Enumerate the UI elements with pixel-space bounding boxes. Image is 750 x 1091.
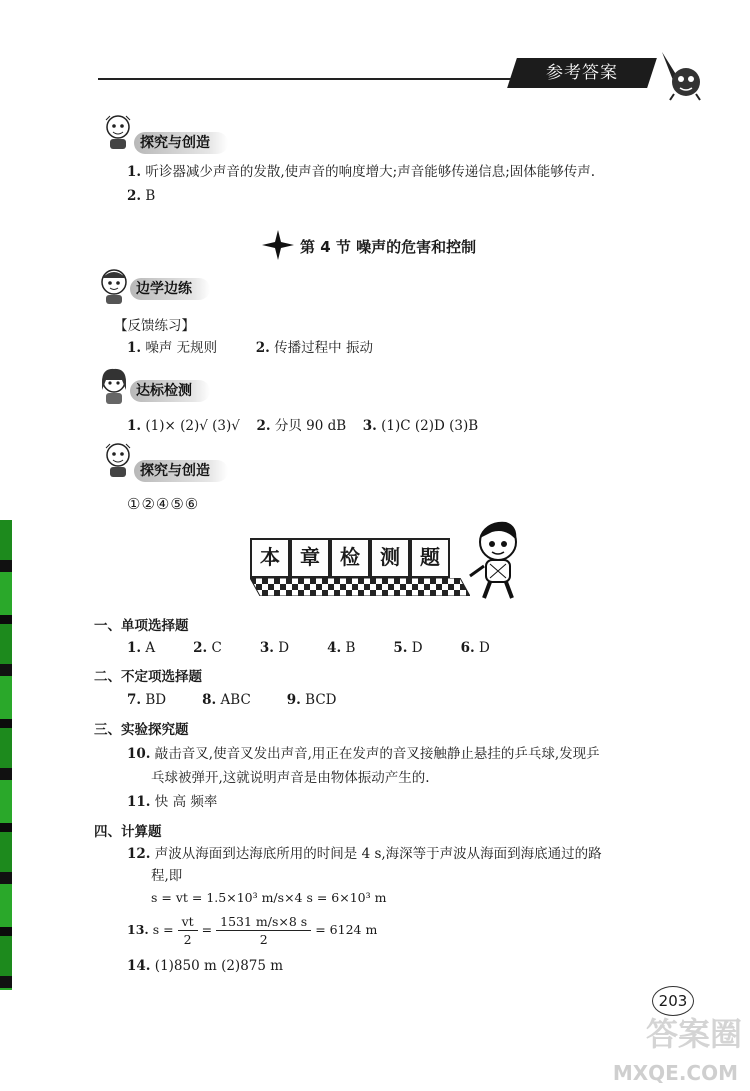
watermark-url: MXQE.COM — [612, 1061, 738, 1085]
binding-edge-decoration — [0, 520, 12, 990]
q-text: 敲击音叉,使音叉发出声音,用正在发声的音叉接触静止悬挂的乒乓球,发现乒 — [154, 746, 600, 762]
q-num: 1. — [127, 640, 142, 656]
answer-num: 1. — [127, 418, 142, 434]
watermark-logo: 答案圈 — [645, 1015, 742, 1053]
answer-text: 分贝 90 dB — [274, 418, 347, 434]
frac-bottom: 2 — [259, 932, 268, 947]
banner-char: 题 — [410, 538, 450, 578]
part2-answers — [127, 690, 337, 710]
pencil-mascot-icon — [652, 44, 706, 102]
q-num: 9. — [286, 692, 301, 708]
answer-text: (1)C (2)D (3)B — [381, 418, 479, 434]
q-num: 14. — [127, 958, 151, 974]
answer-num: 2. — [127, 188, 142, 204]
q-num: 8. — [202, 692, 217, 708]
checkered-ribbon — [250, 578, 470, 596]
q12-line2: 程,即 — [151, 868, 183, 884]
section-title: 第 4 节 噪声的危害和控制 — [300, 238, 477, 256]
sub-label: 【反馈练习】 — [114, 318, 195, 334]
q13-s: s = — [152, 922, 174, 937]
header-rule — [98, 78, 518, 80]
answer-num: 2. — [255, 340, 270, 356]
answer-text: (1)× (2)√ (3)√ — [145, 418, 240, 434]
q-ans: D — [411, 640, 423, 656]
q10-line1 — [127, 744, 600, 764]
answer-text: 噪声 无规则 — [145, 340, 218, 356]
q-num: 2. — [193, 640, 208, 656]
q-ans: C — [211, 640, 222, 656]
answer-num: 1. — [127, 164, 142, 180]
q-num: 11. — [127, 794, 151, 810]
banner-char: 本 — [250, 538, 290, 578]
q-text: (1)850 m (2)875 m — [154, 958, 284, 974]
frac-top: 1531 m/s×8 s — [216, 913, 311, 931]
q13 — [127, 912, 377, 948]
answer-num: 1. — [127, 340, 142, 356]
section-label-bianxue: 边学边练 — [130, 278, 210, 300]
banner-char: 章 — [290, 538, 330, 578]
q-num: 13. — [127, 922, 149, 937]
answer-text: 听诊器减少声音的发散,使声音的响度增大;声音能够传递信息;固体能够传声. — [145, 164, 596, 180]
q-num: 12. — [127, 846, 151, 862]
answer-num: 2. — [256, 418, 271, 434]
fraction — [178, 913, 198, 948]
q12-line1 — [127, 844, 602, 864]
answer-text: 传播过程中 振动 — [274, 340, 373, 356]
part1-answers — [127, 638, 490, 658]
q-num: 7. — [127, 692, 142, 708]
part1-heading: 一、单项选择题 — [94, 618, 189, 634]
banner-char: 检 — [330, 538, 370, 578]
section-label-tanjiu-top: 探究与创造 — [134, 132, 228, 154]
cartoon-boy-icon — [462, 516, 528, 604]
answer-text: B — [145, 188, 156, 204]
q-ans: BD — [145, 692, 167, 708]
q-num: 10. — [127, 746, 151, 762]
q-num: 4. — [327, 640, 342, 656]
frac-top: vt — [178, 913, 198, 931]
q13-result: = 6124 m — [315, 922, 378, 937]
answer-line — [127, 416, 478, 436]
header-tab — [507, 58, 657, 88]
section-label-dabiao: 达标检测 — [130, 380, 210, 402]
q-num: 6. — [460, 640, 475, 656]
cartoon-girl-icon — [94, 366, 136, 406]
q11 — [127, 792, 217, 812]
answer-line-2 — [127, 186, 155, 206]
q-text: 声波从海面到达海底所用的时间是 4 s,海深等于声波从海面到海底通过的路 — [154, 846, 602, 862]
q-ans: D — [278, 640, 290, 656]
q-ans: BCD — [305, 692, 337, 708]
q-ans: D — [479, 640, 490, 656]
sparkle-star-icon — [262, 230, 298, 260]
q-ans: B — [345, 640, 356, 656]
q-ans: A — [145, 640, 156, 656]
page-number: 203 — [652, 986, 694, 1016]
banner-char: 测 — [370, 538, 410, 578]
q14 — [127, 956, 283, 976]
section-label-tanjiu: 探究与创造 — [134, 460, 228, 482]
answer-line-1 — [127, 162, 595, 182]
equals: = — [201, 922, 213, 937]
answer-num: 3. — [362, 418, 377, 434]
answer-circled: ①②④⑤⑥ — [127, 495, 200, 513]
q-num: 5. — [393, 640, 408, 656]
q12-formula: s = vt = 1.5×10³ m/s×4 s = 6×10³ m — [151, 890, 387, 905]
part3-heading: 三、实验探究题 — [94, 722, 189, 738]
answer-line — [127, 338, 373, 358]
q-ans: ABC — [220, 692, 251, 708]
chapter-test-banner — [250, 538, 450, 578]
q-text: 快 高 频率 — [154, 794, 218, 810]
q10-line2: 乓球被弹开,这就说明声音是由物体振动产生的. — [151, 770, 430, 786]
part4-heading: 四、计算题 — [94, 824, 162, 840]
fraction — [216, 913, 311, 948]
q-num: 3. — [259, 640, 274, 656]
frac-bottom: 2 — [183, 932, 192, 947]
part2-heading: 二、不定项选择题 — [94, 669, 202, 685]
header-tab-label: 参考答案 — [546, 63, 618, 83]
